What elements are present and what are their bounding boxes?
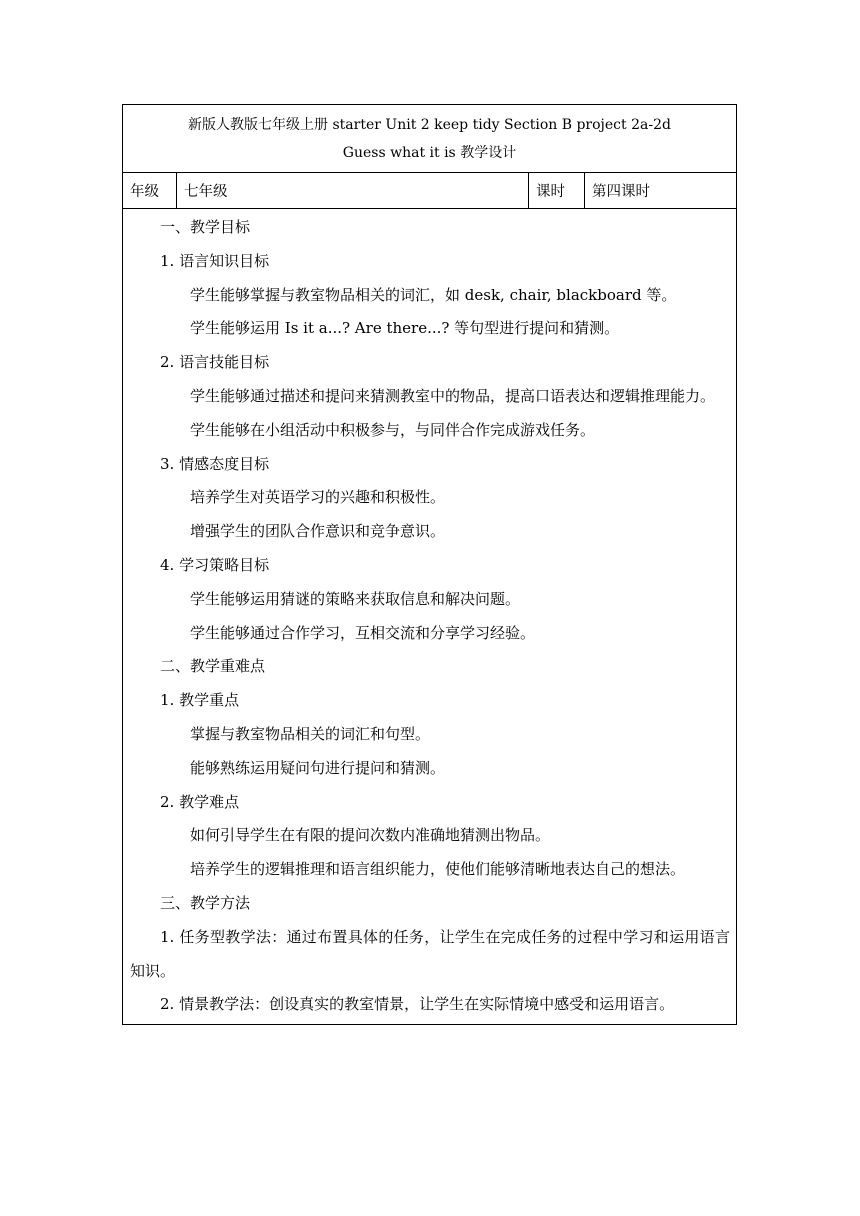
- section-heading: 2. 情景教学法：创设真实的教室情景，让学生在实际情境中感受和运用语言。: [160, 995, 675, 1014]
- paragraph: 学生能够通过合作学习，互相交流和分享学习经验。: [190, 623, 536, 642]
- section-heading: 1. 语言知识目标: [160, 251, 270, 270]
- section-heading: 4. 学习策略目标: [160, 555, 270, 574]
- paragraph: 能够熟练运用疑问句进行提问和猜测。: [190, 758, 446, 777]
- period-value: 第四课时: [592, 184, 650, 200]
- paragraph: 学生能够在小组活动中积极参与，与同伴合作完成游戏任务。: [190, 420, 596, 439]
- paragraph: 增强学生的团队合作意识和竞争意识。: [190, 522, 446, 541]
- info-row: [123, 173, 736, 209]
- paragraph: 如何引导学生在有限的提问次数内准确地猜测出物品。: [190, 826, 551, 845]
- lesson-plan-table: [122, 104, 737, 1025]
- title-cell: [123, 105, 736, 173]
- paragraph: 培养学生的逻辑推理和语言组织能力，使他们能够清晰地表达自己的想法。: [190, 860, 686, 879]
- section-heading: 1. 任务型教学法：通过布置具体的任务，让学生在完成任务的过程中学习和运用语言知识。: [130, 927, 730, 980]
- paragraph: 学生能够掌握与教室物品相关的词汇，如 desk, chair, blackboard 等。: [190, 285, 677, 304]
- grade-value: 七年级: [177, 173, 529, 208]
- period-label: 课时: [529, 173, 585, 208]
- section-heading: 二、教学重难点: [160, 657, 266, 676]
- document-title-line-2: Guess what it is 教学设计: [342, 145, 517, 161]
- section-heading: 2. 教学难点: [160, 792, 240, 811]
- section-heading: 三、教学方法: [160, 893, 251, 912]
- paragraph: 掌握与教室物品相关的词汇和句型。: [190, 724, 431, 743]
- paragraph: 学生能够通过描述和提问来猜测教室中的物品，提高口语表达和逻辑推理能力。: [190, 386, 716, 405]
- section-heading: 1. 教学重点: [160, 691, 240, 710]
- document-title-line-1: 新版人教版七年级上册 starter Unit 2 keep tidy Section B project 2a-2d: [188, 117, 671, 133]
- section-heading: 3. 情感态度目标: [160, 454, 270, 473]
- section-heading: 2. 语言技能目标: [160, 353, 270, 372]
- section-heading: 一、教学目标: [160, 218, 251, 236]
- grade-label: 年级: [123, 173, 177, 208]
- paragraph: 学生能够运用 Is it a...? Are there...? 等句型进行提问和猜测。: [190, 319, 620, 338]
- lesson-content: [123, 209, 736, 1024]
- paragraph: 学生能够运用猜谜的策略来获取信息和解决问题。: [190, 589, 521, 608]
- paragraph: 培养学生对英语学习的兴趣和积极性。: [190, 488, 446, 507]
